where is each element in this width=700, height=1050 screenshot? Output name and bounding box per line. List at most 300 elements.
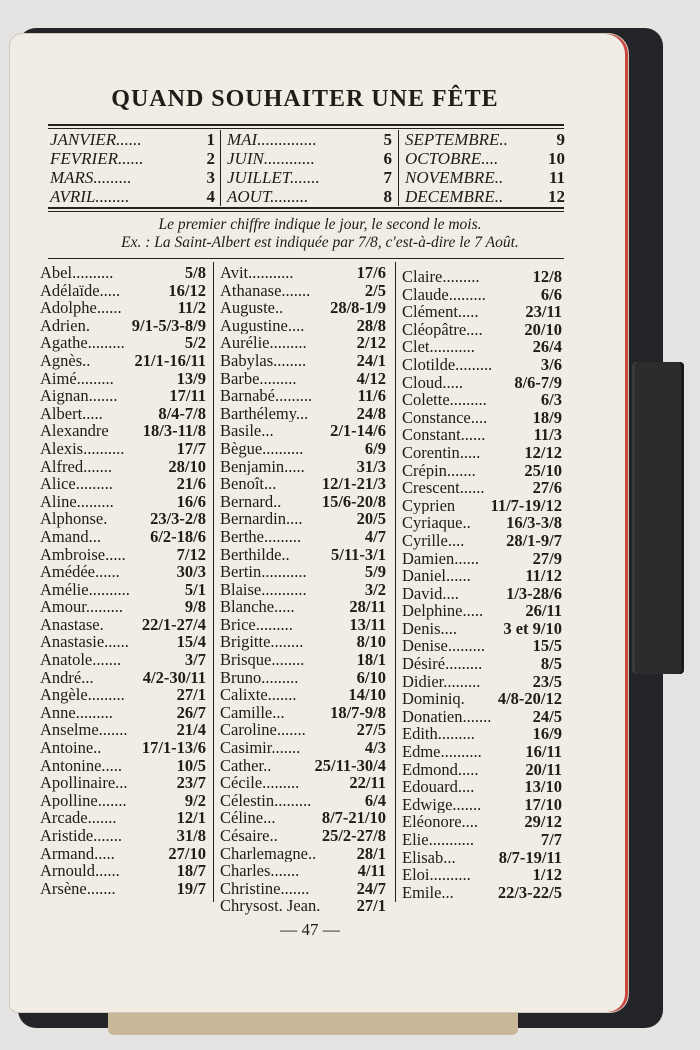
saint-name: Delphine..... — [402, 602, 484, 620]
saint-name: Berthilde.. — [220, 545, 290, 564]
feast-date: 24/7 — [356, 878, 386, 898]
saint-name: Bernardin.... — [220, 510, 303, 528]
saint-name: Agnès.. — [40, 351, 91, 370]
saint-name: Colette......... — [402, 391, 487, 409]
feast-date: 25/10 — [524, 460, 562, 480]
saint-name: Anastasie...... — [40, 633, 129, 652]
name-entry — [220, 897, 386, 915]
feast-date: 5/2 — [184, 333, 206, 353]
feast-date: 11/3 — [533, 425, 562, 445]
saint-name: Anselme....... — [40, 721, 128, 740]
name-entry — [220, 581, 386, 599]
feast-date: 8/4-7/8 — [158, 403, 206, 423]
name-entry — [40, 528, 206, 546]
saint-name: Brigitte........ — [220, 633, 304, 652]
feast-date: 20/5 — [356, 509, 386, 529]
name-entry — [40, 809, 206, 827]
name-entry — [40, 317, 206, 335]
feast-date: 3 et 9/10 — [503, 618, 562, 638]
saint-name: Brisque........ — [220, 651, 305, 669]
month-column-3 — [405, 130, 565, 206]
name-entry — [40, 774, 206, 792]
month-name: AVRIL........ — [50, 187, 130, 206]
name-entry — [40, 387, 206, 405]
name-entry — [40, 669, 206, 687]
month-row — [227, 187, 392, 206]
note-line-2: Ex. : La Saint-Albert est indiquée par 7/8, c'est-à-dire le 7 Août. — [121, 234, 519, 251]
name-entry — [220, 422, 386, 440]
month-name: NOVEMBRE.. — [405, 168, 504, 187]
saint-name: Camille... — [220, 703, 285, 722]
month-row — [50, 168, 215, 187]
feast-date: 26/4 — [532, 337, 562, 357]
feast-date: 11/12 — [525, 566, 562, 586]
name-entry — [40, 598, 206, 616]
feast-date: 23/3-2/8 — [150, 509, 206, 529]
name-entry — [40, 862, 206, 880]
name-entry — [402, 690, 562, 708]
page-title: QUAND SOUHAITER UNE FÊTE — [111, 86, 499, 112]
feast-date: 2/12 — [356, 333, 386, 353]
feast-date: 22/1-27/4 — [141, 614, 206, 634]
name-entry — [40, 581, 206, 599]
name-entry — [220, 264, 386, 282]
feast-date: 3/2 — [364, 579, 386, 599]
name-entry — [402, 321, 562, 339]
month-row — [227, 149, 392, 168]
saint-name: Bruno......... — [220, 668, 299, 687]
saint-name: Anatole....... — [40, 651, 122, 669]
month-number: 6 — [383, 149, 392, 168]
name-entry — [402, 497, 562, 515]
saint-name: Cyrille.... — [402, 531, 465, 550]
feast-date: 5/8 — [184, 263, 206, 282]
saint-name: Alexis.......... — [40, 439, 125, 458]
name-entry — [402, 479, 562, 497]
saint-name: Berthe......... — [220, 527, 302, 546]
feast-date: 6/10 — [356, 667, 386, 687]
saint-name: Clotilde......... — [402, 355, 493, 374]
month-number: 11 — [548, 168, 565, 187]
saint-name: Auguste.. — [220, 299, 284, 317]
name-entry — [220, 387, 386, 405]
month-name: JANVIER...... — [50, 130, 142, 149]
saint-name: Avit........... — [220, 264, 294, 282]
name-entry — [402, 866, 562, 884]
name-entry — [40, 510, 206, 528]
saint-name: Edith......... — [402, 725, 475, 744]
month-column-1 — [50, 130, 215, 206]
name-entry — [40, 546, 206, 564]
saint-name: Benjamin..... — [220, 457, 305, 476]
feast-date: 19/7 — [176, 878, 206, 898]
saint-name: André... — [40, 668, 94, 687]
rule-top-thin — [48, 128, 564, 129]
feast-date: 9/2 — [184, 790, 206, 810]
name-entry — [402, 532, 562, 550]
feast-date: 16/11 — [525, 742, 562, 762]
month-row — [50, 130, 215, 149]
name-entry — [402, 338, 562, 356]
saint-name: Amélie.......... — [40, 580, 130, 599]
month-number: 2 — [206, 149, 215, 168]
feast-date: 4/7 — [364, 526, 386, 546]
name-entry — [402, 725, 562, 743]
feast-date: 15/4 — [176, 632, 206, 652]
feast-date: 13/10 — [524, 777, 562, 797]
name-entry — [220, 739, 386, 757]
saint-name: Alfred....... — [40, 457, 112, 476]
feast-date: 12/8 — [532, 267, 562, 286]
feast-date: 5/1 — [184, 579, 206, 599]
name-entry — [402, 426, 562, 444]
feast-date: 28/11 — [349, 597, 386, 617]
saint-name: Claire......... — [402, 268, 480, 286]
name-entry — [40, 334, 206, 352]
saint-name: Amédée...... — [40, 563, 120, 581]
saint-name: Bernard.. — [220, 492, 282, 511]
feast-date: 5/9 — [364, 562, 386, 582]
saint-name: Cloud..... — [402, 373, 463, 392]
name-entry — [402, 637, 562, 655]
name-entry — [40, 422, 206, 440]
feast-date: 6/2-18/6 — [150, 526, 206, 546]
feast-date: 16/9 — [532, 724, 562, 744]
name-entry — [402, 655, 562, 673]
name-entry — [402, 620, 562, 638]
name-entry — [402, 356, 562, 374]
month-row — [50, 149, 215, 168]
month-column-2 — [227, 130, 392, 206]
name-entry — [220, 317, 386, 335]
feast-date: 10/5 — [176, 755, 206, 775]
names-column-1 — [40, 264, 206, 897]
month-row — [405, 187, 565, 206]
saint-name: Clet........... — [402, 338, 475, 356]
saint-name: Denise......... — [402, 637, 485, 656]
feast-date: 25/2-27/8 — [321, 826, 386, 845]
month-number: 12 — [548, 187, 565, 206]
rule-mid — [48, 207, 564, 209]
saint-name: Caroline....... — [220, 721, 306, 740]
saint-name: Clément..... — [402, 303, 479, 321]
name-entry — [40, 458, 206, 476]
saint-name: Barbe......... — [220, 369, 297, 388]
bookmark-ribbon — [632, 362, 684, 674]
saint-name: Blanche..... — [220, 598, 295, 616]
feast-date: 12/1-21/3 — [321, 474, 386, 494]
name-entry — [402, 303, 562, 321]
feast-date: 13/11 — [349, 614, 386, 634]
name-entry — [40, 721, 206, 739]
name-entry — [220, 616, 386, 634]
feast-date: 22/3-22/5 — [497, 882, 562, 902]
month-name: SEPTEMBRE.. — [405, 130, 508, 149]
feast-date: 12/12 — [524, 442, 562, 462]
month-name: MARS......... — [50, 168, 132, 187]
feast-date: 1/12 — [532, 865, 562, 885]
saint-name: Denis.... — [402, 619, 457, 638]
feast-date: 4/8-20/12 — [497, 689, 562, 709]
name-entry — [220, 334, 386, 352]
name-entry — [402, 585, 562, 603]
name-entry — [220, 757, 386, 775]
saint-name: Chrysost. Jean. — [220, 897, 321, 915]
saint-name: Edwige....... — [402, 795, 482, 814]
month-number: 4 — [206, 187, 215, 206]
name-entry — [220, 774, 386, 792]
feast-date: 24/8 — [356, 403, 386, 423]
name-entry — [220, 546, 386, 564]
saint-name: Cather.. — [220, 756, 272, 775]
feast-date: 29/12 — [524, 812, 562, 832]
name-entry — [402, 462, 562, 480]
name-entry — [40, 352, 206, 370]
saint-name: Eléonore.... — [402, 813, 479, 831]
feast-date: 8/7-19/11 — [498, 847, 562, 867]
feast-date: 16/3-3/8 — [506, 513, 562, 533]
feast-date: 8/7-21/10 — [321, 808, 386, 828]
month-name: FEVRIER...... — [50, 149, 144, 168]
saint-name: Céline... — [220, 809, 276, 827]
saint-name: Alphonse. — [40, 510, 108, 528]
feast-date: 20/11 — [525, 759, 562, 779]
saint-name: Bègue.......... — [220, 439, 304, 458]
saint-name: Aurélie......... — [220, 334, 307, 352]
feast-date: 20/10 — [524, 319, 562, 339]
saint-name: Adélaïde..... — [40, 281, 121, 300]
name-entry — [220, 299, 386, 317]
saint-name: Désiré......... — [402, 655, 483, 673]
name-entry — [220, 352, 386, 370]
saint-name: Célestin......... — [220, 791, 312, 810]
saint-name: Babylas........ — [220, 351, 307, 370]
feast-date: 26/7 — [176, 702, 206, 722]
name-entry — [402, 391, 562, 409]
name-entry — [40, 686, 206, 704]
saint-name: Charles....... — [220, 862, 300, 880]
feast-date: 25/11-30/4 — [314, 755, 386, 775]
saint-name: Amand... — [40, 527, 101, 546]
saint-name: Dominiq. — [402, 690, 465, 708]
feast-date: 24/1 — [356, 350, 386, 370]
name-entry — [220, 510, 386, 528]
month-name: JUILLET....... — [227, 168, 320, 187]
saint-name: Albert..... — [40, 404, 103, 423]
feast-date: 21/4 — [176, 720, 206, 740]
name-entry — [402, 761, 562, 779]
saint-name: Claude......... — [402, 285, 486, 304]
feast-date: 28/1-9/7 — [506, 530, 562, 550]
name-entry — [220, 669, 386, 687]
feast-date: 17/6 — [356, 263, 386, 282]
month-name: DECEMBRE.. — [405, 187, 504, 206]
feast-date: 17/1-13/6 — [141, 738, 206, 758]
month-row — [227, 168, 392, 187]
month-row — [405, 149, 565, 168]
feast-date: 8/5 — [540, 654, 562, 674]
name-entry — [402, 708, 562, 726]
name-entry — [40, 704, 206, 722]
feast-date: 9/1-5/3-8/9 — [131, 315, 206, 335]
name-entry — [402, 374, 562, 392]
feast-date: 7/12 — [176, 544, 206, 564]
saint-name: Benoît... — [220, 475, 277, 493]
feast-date: 23/5 — [532, 671, 562, 691]
feast-date: 17/7 — [176, 438, 206, 458]
saint-name: Agathe......... — [40, 334, 125, 352]
name-entry — [40, 440, 206, 458]
feast-date: 31/3 — [356, 456, 386, 476]
name-entry — [402, 813, 562, 831]
name-entry — [220, 493, 386, 511]
saint-name: Constance.... — [402, 408, 488, 427]
month-divider — [220, 130, 221, 206]
feast-date: 11/6 — [357, 386, 386, 406]
feast-date: 18/7 — [176, 861, 206, 881]
saint-name: Blaise........... — [220, 580, 307, 599]
feast-date: 31/8 — [176, 826, 206, 845]
name-entry — [220, 809, 386, 827]
name-entry — [220, 827, 386, 845]
name-entry — [40, 827, 206, 845]
rule-mid-thin — [48, 211, 564, 212]
feast-date: 3/6 — [540, 354, 562, 374]
feast-date: 15/5 — [532, 636, 562, 656]
feast-date: 27/1 — [356, 896, 386, 916]
saint-name: Césaire.. — [220, 827, 278, 845]
saint-name: Augustine.... — [220, 316, 305, 335]
month-divider — [398, 130, 399, 206]
name-entry — [40, 845, 206, 863]
feast-date: 3/7 — [184, 650, 206, 670]
name-entry — [402, 514, 562, 532]
saint-name: Cyriaque.. — [402, 514, 471, 532]
feast-date: 26/11 — [525, 601, 562, 621]
feast-date: 18/9 — [532, 407, 562, 427]
feast-date: 16/12 — [168, 280, 206, 300]
saint-name: Abel.......... — [40, 264, 114, 282]
feast-date: 6/3 — [540, 390, 562, 410]
saint-name: Corentin..... — [402, 443, 481, 462]
name-entry — [220, 440, 386, 458]
saint-name: Alexandre — [40, 422, 109, 440]
feast-date: 18/7-9/8 — [330, 702, 386, 722]
feast-date: 11/7-19/12 — [490, 495, 562, 515]
name-entry — [40, 264, 206, 282]
rule-top — [48, 124, 564, 126]
column-divider — [213, 262, 214, 902]
saint-name: Aignan....... — [40, 387, 118, 405]
saint-name: Didier......... — [402, 672, 481, 691]
feast-date: 28/10 — [168, 456, 206, 476]
feast-date: 4/11 — [357, 861, 386, 881]
feast-date: 4/3 — [364, 738, 386, 758]
month-number: 1 — [206, 130, 215, 149]
month-row — [50, 187, 215, 206]
saint-name: Arcade....... — [40, 809, 117, 827]
saint-name: Damien...... — [402, 549, 479, 568]
month-number: 9 — [556, 130, 565, 149]
name-entry — [220, 704, 386, 722]
saint-name: Edme.......... — [402, 743, 482, 761]
names-column-3 — [402, 268, 562, 901]
saint-name: Elisab... — [402, 848, 456, 867]
saint-name: Alice......... — [40, 475, 113, 493]
feast-date: 15/6-20/8 — [321, 491, 386, 511]
feast-date: 18/1 — [356, 650, 386, 670]
feast-date: 27/1 — [176, 685, 206, 705]
saint-name: Aimé......... — [40, 369, 114, 388]
month-row — [405, 168, 565, 187]
name-entry — [220, 792, 386, 810]
name-entry — [220, 475, 386, 493]
month-name: MAI.............. — [227, 130, 317, 149]
saint-name: Calixte....... — [220, 686, 297, 704]
name-entry — [402, 409, 562, 427]
feast-date: 8/6-7/9 — [514, 372, 562, 392]
name-entry — [40, 757, 206, 775]
month-number: 8 — [383, 187, 392, 206]
feast-date: 6/9 — [364, 438, 386, 458]
saint-name: Aristide....... — [40, 827, 123, 845]
month-row — [405, 130, 565, 149]
name-entry — [402, 268, 562, 286]
name-entry — [220, 458, 386, 476]
feast-date: 17/11 — [169, 386, 206, 406]
saint-name: Basile... — [220, 422, 274, 440]
name-entry — [220, 651, 386, 669]
saint-name: Elie........... — [402, 831, 474, 849]
name-entry — [402, 550, 562, 568]
month-number: 10 — [548, 149, 565, 168]
feast-date: 22/11 — [349, 773, 386, 793]
feast-date: 1/3-28/6 — [506, 583, 562, 603]
name-entry — [402, 444, 562, 462]
saint-name: Donatien....... — [402, 707, 492, 726]
feast-date: 7/7 — [540, 830, 562, 849]
saint-name: Barnabé......... — [220, 387, 313, 405]
name-entry — [40, 563, 206, 581]
saint-name: Antonine..... — [40, 756, 123, 775]
feast-date: 6/6 — [540, 284, 562, 304]
feast-date: 5/11-3/1 — [330, 544, 386, 564]
feast-date: 14/10 — [348, 685, 386, 705]
feast-date: 27/5 — [356, 720, 386, 740]
saint-name: Apolline....... — [40, 791, 127, 810]
saint-name: Adrien. — [40, 316, 90, 335]
name-entry — [220, 405, 386, 423]
name-entry — [220, 370, 386, 388]
feast-date: 30/3 — [176, 562, 206, 582]
month-number: 7 — [383, 168, 392, 187]
name-entry — [40, 616, 206, 634]
name-entry — [40, 493, 206, 511]
feast-date: 12/1 — [176, 808, 206, 828]
names-column-2 — [220, 264, 386, 915]
saint-name: Cécile......... — [220, 774, 300, 792]
saint-name: Arnould...... — [40, 862, 120, 880]
saint-name: Athanase....... — [220, 281, 311, 300]
saint-name: Barthélemy... — [220, 404, 309, 423]
feast-date: 2/5 — [364, 280, 386, 300]
note-line-1: Le premier chiffre indique le jour, le second le mois. — [158, 216, 482, 233]
name-entry — [402, 286, 562, 304]
name-entry — [40, 792, 206, 810]
feast-date: 27/6 — [532, 478, 562, 498]
name-entry — [220, 845, 386, 863]
feast-date: 4/2-30/11 — [142, 667, 206, 687]
